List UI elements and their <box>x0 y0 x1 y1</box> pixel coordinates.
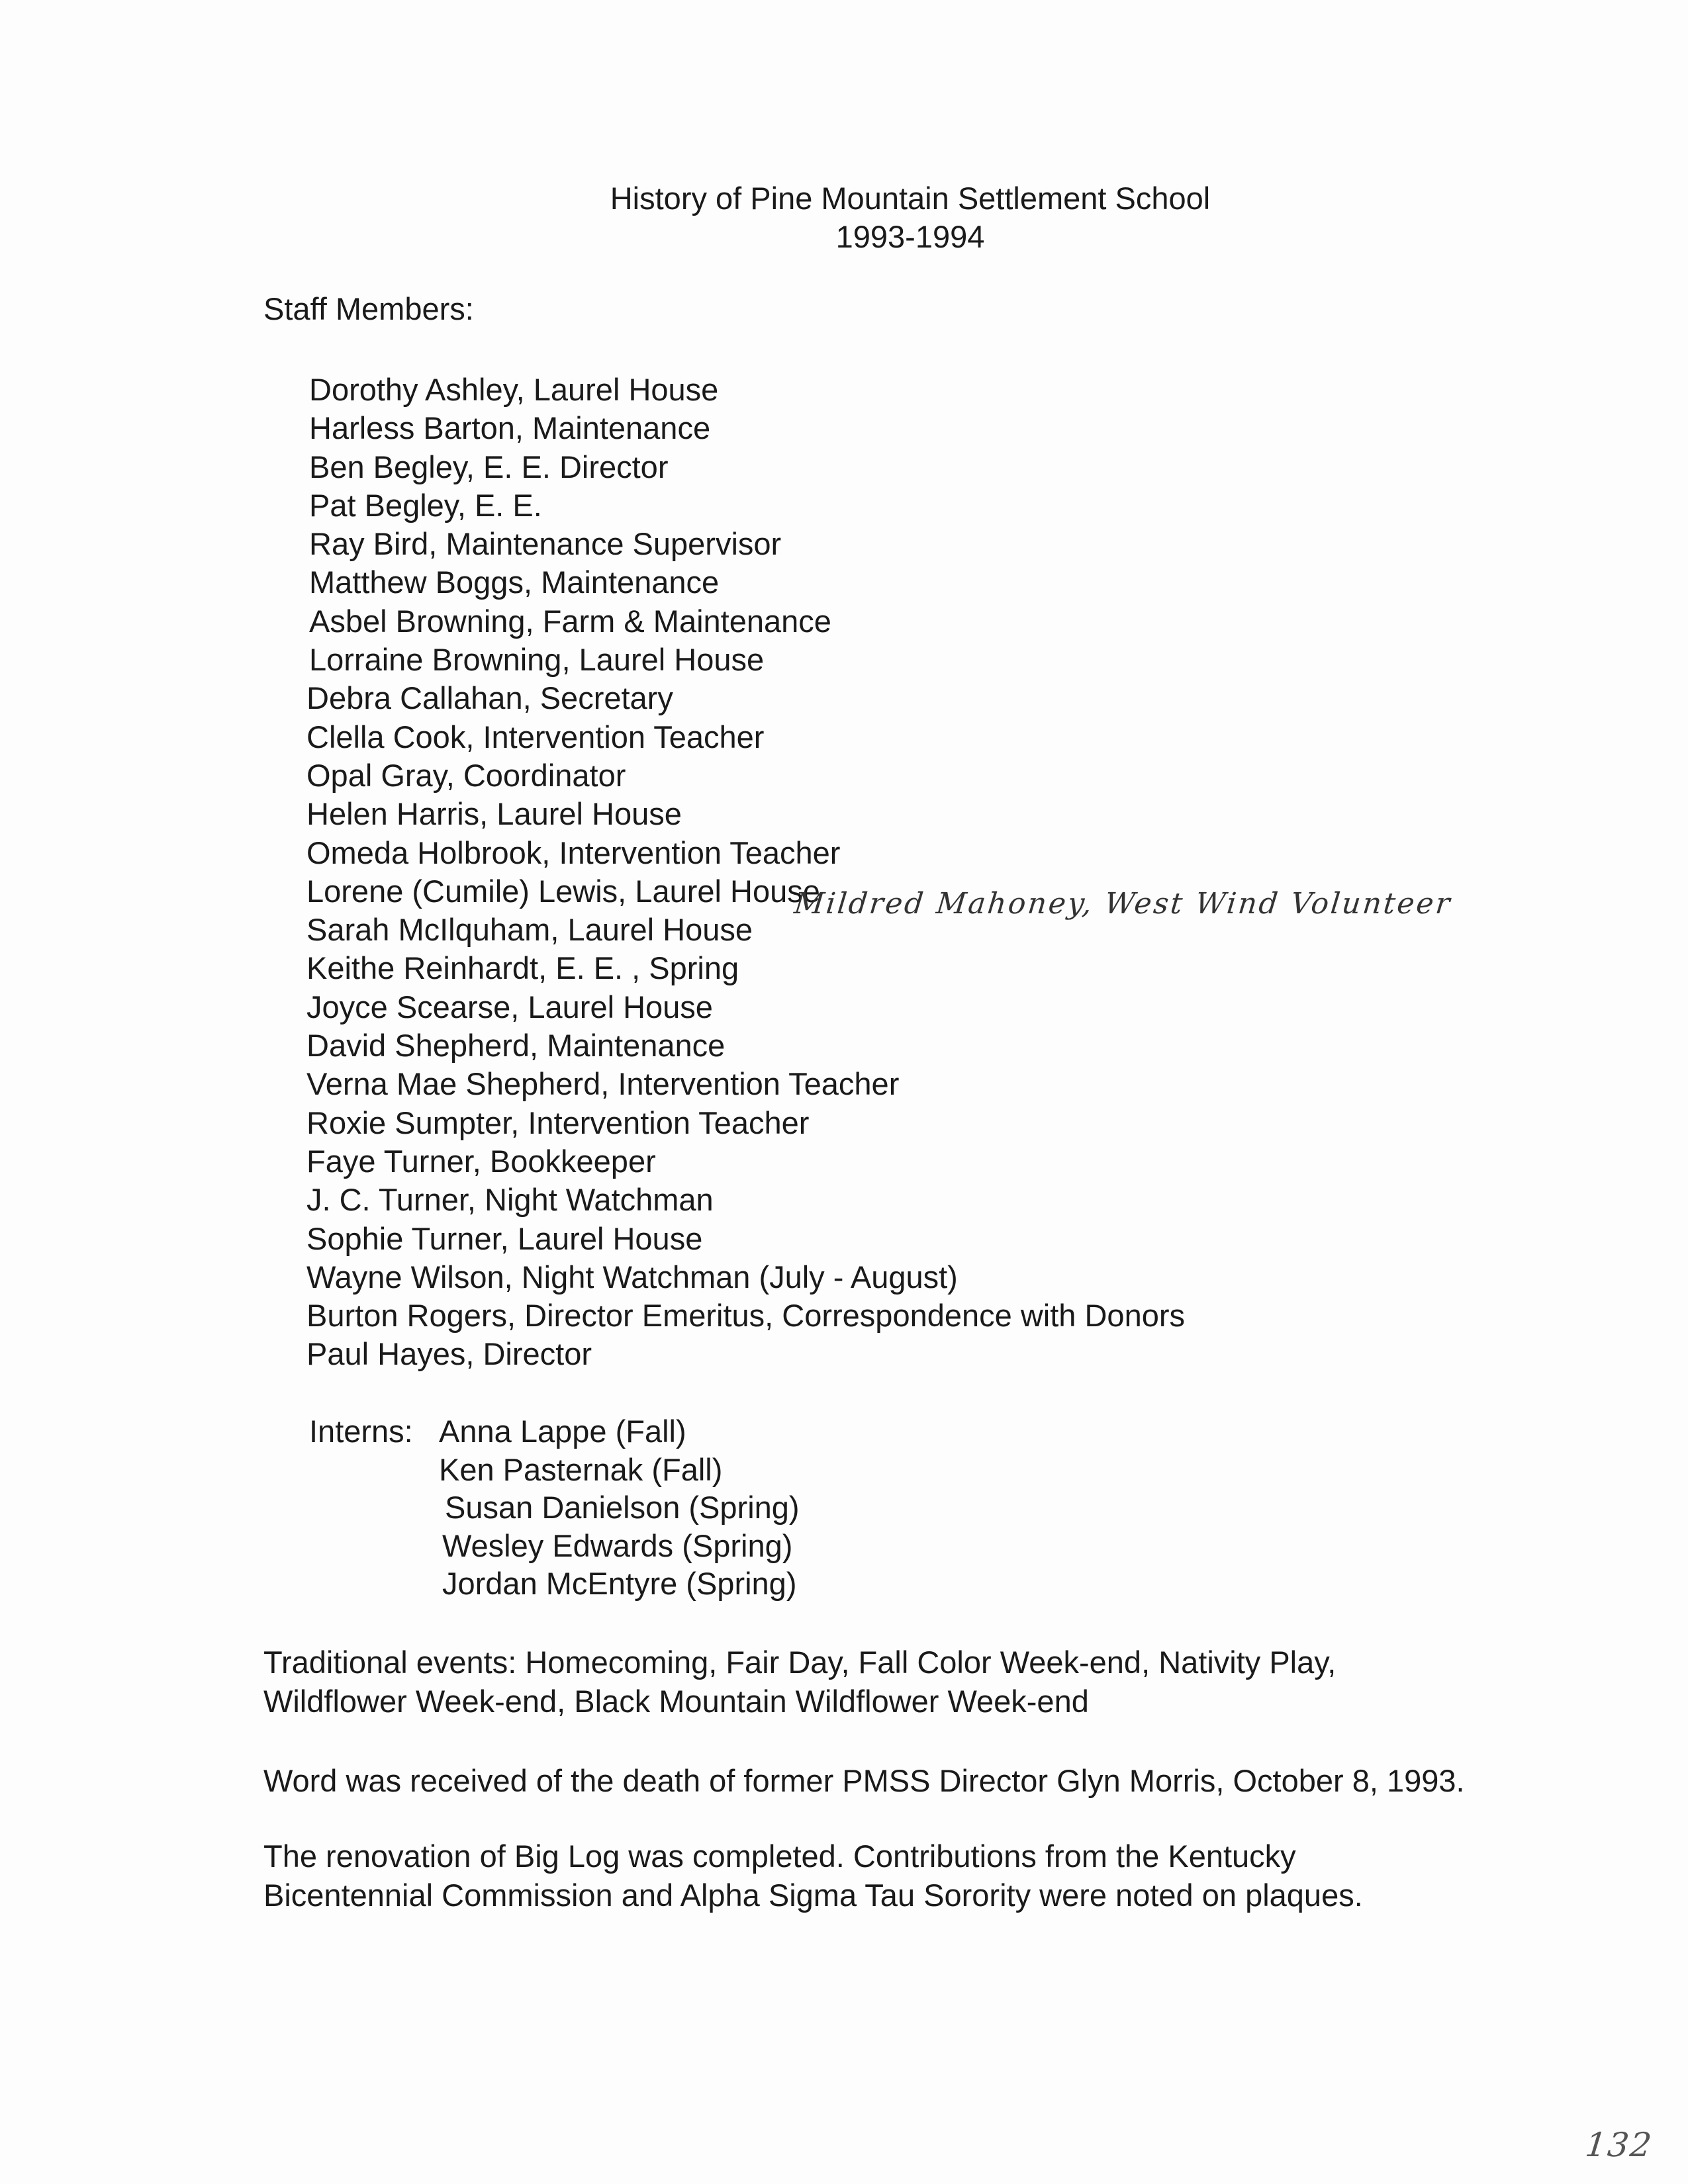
staff-item: Keithe Reinhardt, E. E. , Spring <box>306 950 739 986</box>
renovation-line: Bicentennial Commission and Alpha Sigma Tau Sorority were noted on plaques. <box>263 1878 1363 1913</box>
staff-item: Joyce Scearse, Laurel House <box>306 989 713 1024</box>
staff-item: Sophie Turner, Laurel House <box>306 1220 703 1256</box>
staff-item: Asbel Browning, Farm & Maintenance <box>309 603 831 639</box>
events-line: Wildflower Week-end, Black Mountain Wildflower Week-end <box>263 1684 1089 1719</box>
staff-item: Opal Gray, Coordinator <box>306 757 626 793</box>
staff-item: Burton Rogers, Director Emeritus, Correspondence with Donors <box>306 1298 1185 1334</box>
staff-item: David Shepherd, Maintenance <box>306 1028 726 1064</box>
intern-item: Anna Lappe (Fall) <box>439 1414 686 1449</box>
staff-item: Omeda Holbrook, Intervention Teacher <box>306 835 841 870</box>
staff-item: Clella Cook, Intervention Teacher <box>306 719 765 754</box>
renovation-line: The renovation of Big Log was completed. Contributions from the Kentucky <box>263 1839 1296 1874</box>
document-title: History of Pine Mountain Settlement School <box>610 181 1211 216</box>
events-line: Traditional events: Homecoming, Fair Day, Fall Color Week-end, Nativity Play, <box>263 1645 1336 1680</box>
staff-item: Sarah McIlquham, Laurel House <box>306 912 753 948</box>
staff-item: Ben Begley, E. E. Director <box>309 449 669 484</box>
staff-item: Wayne Wilson, Night Watchman (July - August) <box>306 1259 958 1295</box>
staff-item: J. C. Turner, Night Watchman <box>306 1182 714 1218</box>
staff-item: Roxie Sumpter, Intervention Teacher <box>306 1105 810 1140</box>
staff-item: Dorothy Ashley, Laurel House <box>309 372 719 407</box>
interns-label: Interns: <box>309 1414 413 1449</box>
handwritten-note: Mildred Mahoney, West Wind Volunteer <box>792 887 1454 921</box>
document-years: 1993-1994 <box>835 219 985 254</box>
traditional-events <box>263 1643 1336 1721</box>
staff-item: Lorraine Browning, Laurel House <box>309 642 765 678</box>
interns-list <box>439 1412 800 1603</box>
intern-item: Ken Pasternak (Fall) <box>439 1451 723 1487</box>
staff-item: Lorene (Cumile) Lewis, Laurel House <box>306 873 820 909</box>
staff-item: Matthew Boggs, Maintenance <box>309 565 720 600</box>
staff-item: Verna Mae Shepherd, Intervention Teacher <box>306 1066 900 1102</box>
page-number: 132 <box>1583 2126 1655 2164</box>
staff-list <box>306 371 1185 1374</box>
staff-item: Debra Callahan, Secretary <box>306 680 673 716</box>
staff-item: Pat Begley, E. E. <box>309 487 542 523</box>
staff-item: Faye Turner, Bookkeeper <box>306 1143 656 1179</box>
staff-item: Paul Hayes, Director <box>306 1336 592 1372</box>
staff-item: Ray Bird, Maintenance Supervisor <box>309 526 782 562</box>
intern-item: Susan Danielson (Spring) <box>445 1490 800 1525</box>
intern-item: Jordan McEntyre (Spring) <box>442 1566 797 1601</box>
staff-item: Harless Barton, Maintenance <box>309 410 711 446</box>
death-notice: Word was received of the death of former PMSS Director Glyn Morris, October 8, 1993. <box>263 1763 1465 1798</box>
staff-heading: Staff Members: <box>263 291 474 326</box>
renovation-paragraph <box>263 1837 1363 1915</box>
intern-item: Wesley Edwards (Spring) <box>442 1527 793 1563</box>
staff-item: Helen Harris, Laurel House <box>306 796 682 832</box>
